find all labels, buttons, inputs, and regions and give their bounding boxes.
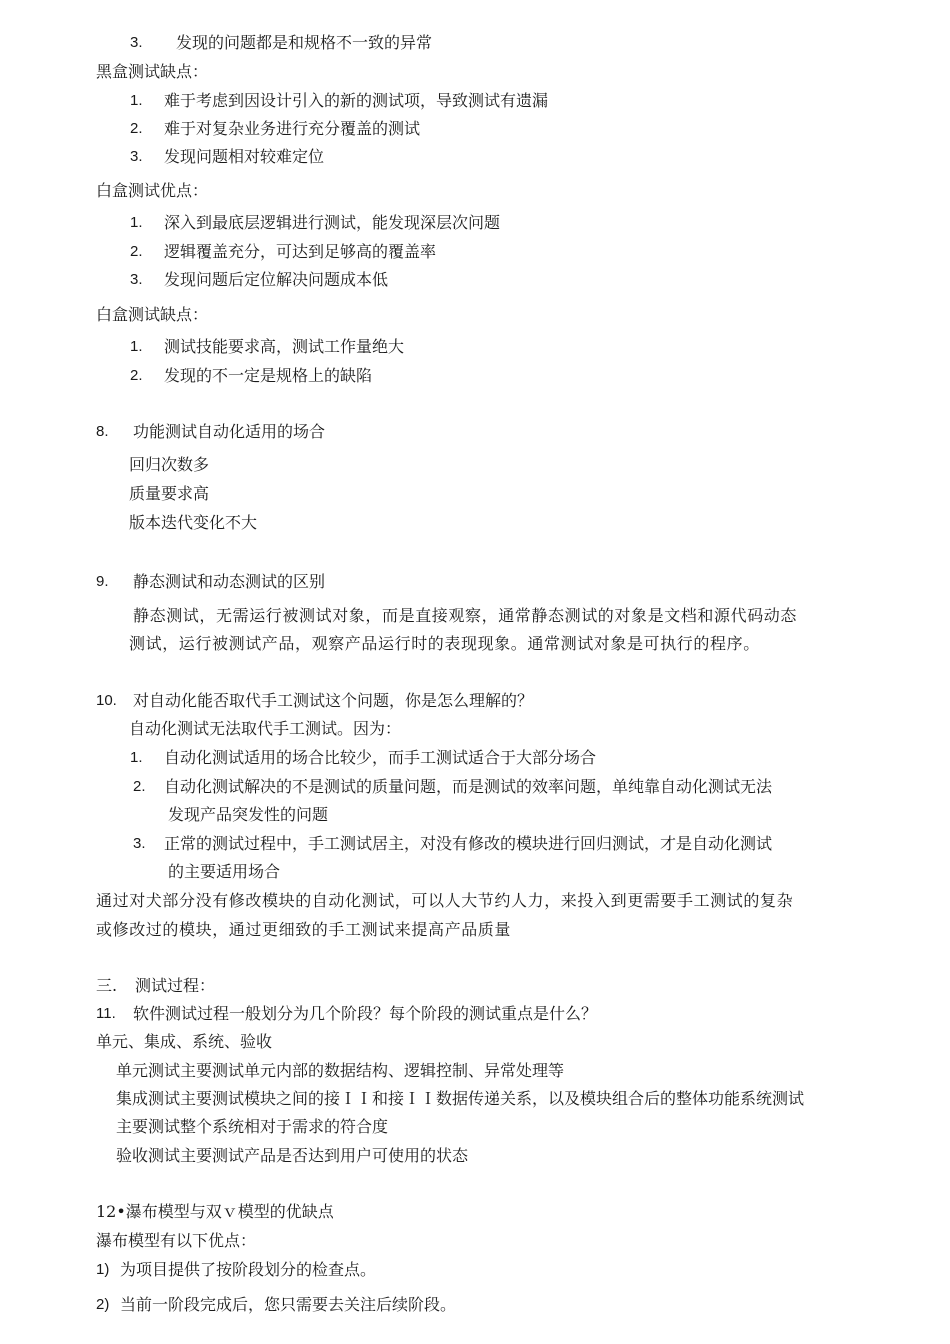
list-item-continued: 发现产品突发性的问题 [168, 805, 329, 824]
section-heading: 黑盒测试缺点： [96, 62, 209, 81]
list-number: 1) [96, 1261, 110, 1278]
list-number: 1. [130, 214, 143, 231]
paragraph-line: 自动化测试无法取代手工测试。因为： [129, 719, 402, 738]
paragraph-line: 版本迭代变化不大 [129, 513, 258, 532]
list-item-continued: 的主要适用场合 [168, 862, 281, 881]
section-heading: 白盒测试缺点： [96, 305, 209, 324]
list-number: 3. [130, 148, 143, 165]
list-item: 发现问题后定位解决问题成本低 [164, 270, 389, 289]
list-item: 自动化测试解决的不是测试的质量问题，而是测试的效率问题，单纯靠自动化测试无法 [164, 777, 773, 796]
list-item: 发现问题相对较难定位 [164, 147, 325, 166]
list-number: 2. [130, 120, 143, 137]
list-item: 发现的问题都是和规格不一致的异常 [176, 33, 433, 52]
section-title: 测试过程： [135, 976, 216, 995]
question-title: 静态测试和动态测试的区别 [133, 572, 326, 591]
section-heading: 白盒测试优点： [96, 181, 209, 200]
question-number: 8. [96, 423, 109, 440]
paragraph-line: 瀑布模型有以下优点： [96, 1231, 257, 1250]
list-number: 2. [130, 367, 143, 384]
paragraph-line: 测试，运行被测试产品，观察产品运行时的表现现象。通常测试对象是可执行的程序。 [129, 634, 760, 653]
list-number: 2. [133, 778, 146, 795]
paragraph-line: 集成测试主要测试模块之间的接ＩＩ和接ＩＩ数据传递关系，以及模块组合后的整体功能系统测试 [116, 1089, 805, 1108]
list-number: 3. [133, 835, 146, 852]
question-title: 12•瀑布模型与双ｖ模型的优缺点 [96, 1202, 334, 1221]
list-number: 1. [130, 338, 143, 355]
question-title: 功能测试自动化适用的场合 [133, 422, 326, 441]
list-item: 当前一阶段完成后，您只需要去关注后续阶段。 [120, 1295, 457, 1314]
paragraph-line: 单元、集成、系统、验收 [96, 1032, 273, 1051]
list-number: 2. [130, 243, 143, 260]
question-number: 10. [96, 692, 117, 709]
paragraph-line: 通过对犬部分没有修改模块的自动化测试，可以人大节约人力，来投入到更需要手工测试的复杂 [96, 891, 794, 910]
question-title: 对自动化能否取代手工测试这个问题，你是怎么理解的？ [133, 691, 534, 710]
section-number: 三. [96, 976, 118, 995]
list-number: 2) [96, 1296, 110, 1313]
list-item: 难于对复杂业务进行充分覆盖的测试 [164, 119, 421, 138]
paragraph-line: 回归次数多 [129, 455, 210, 474]
paragraph-line: 验收测试主要测试产品是否达到用户可使用的状态 [116, 1146, 469, 1165]
list-number: 3. [130, 271, 143, 288]
paragraph-line: 静态测试，无需运行被测试对象，而是直接观察，通常静态测试的对象是文档和源代码动态 [133, 606, 798, 625]
list-item: 发现的不一定是规格上的缺陷 [164, 366, 373, 385]
paragraph-line: 或修改过的模块，通过更细致的手工测试来提高产品质量 [96, 920, 512, 939]
question-title: 软件测试过程一般划分为几个阶段？每个阶段的测试重点是什么？ [133, 1004, 598, 1023]
list-item: 正常的测试过程中，手工测试居主，对没有修改的模块进行回归测试，才是自动化测试 [164, 834, 773, 853]
list-item: 为项目提供了按阶段划分的检查点。 [120, 1260, 377, 1279]
question-number: 9. [96, 573, 109, 590]
list-item: 逻辑覆盖充分，可达到足够高的覆盖率 [164, 242, 437, 261]
list-number: 3. [130, 34, 143, 51]
list-item: 测试技能要求高，测试工作量绝大 [164, 337, 405, 356]
list-number: 1. [130, 749, 143, 766]
paragraph-line: 主要测试整个系统相对于需求的符合度 [116, 1117, 389, 1136]
list-item: 难于考虑到因设计引入的新的测试项，导致测试有遗漏 [164, 91, 549, 110]
paragraph-line: 质量要求高 [129, 484, 210, 503]
paragraph-line: 单元测试主要测试单元内部的数据结构、逻辑控制、异常处理等 [116, 1061, 565, 1080]
list-item: 深入到最底层逻辑进行测试，能发现深层次问题 [164, 213, 501, 232]
list-item: 自动化测试适用的场合比较少，而手工测试适合于大部分场合 [164, 748, 597, 767]
question-number: 11. [96, 1005, 116, 1022]
list-number: 1. [130, 92, 143, 109]
